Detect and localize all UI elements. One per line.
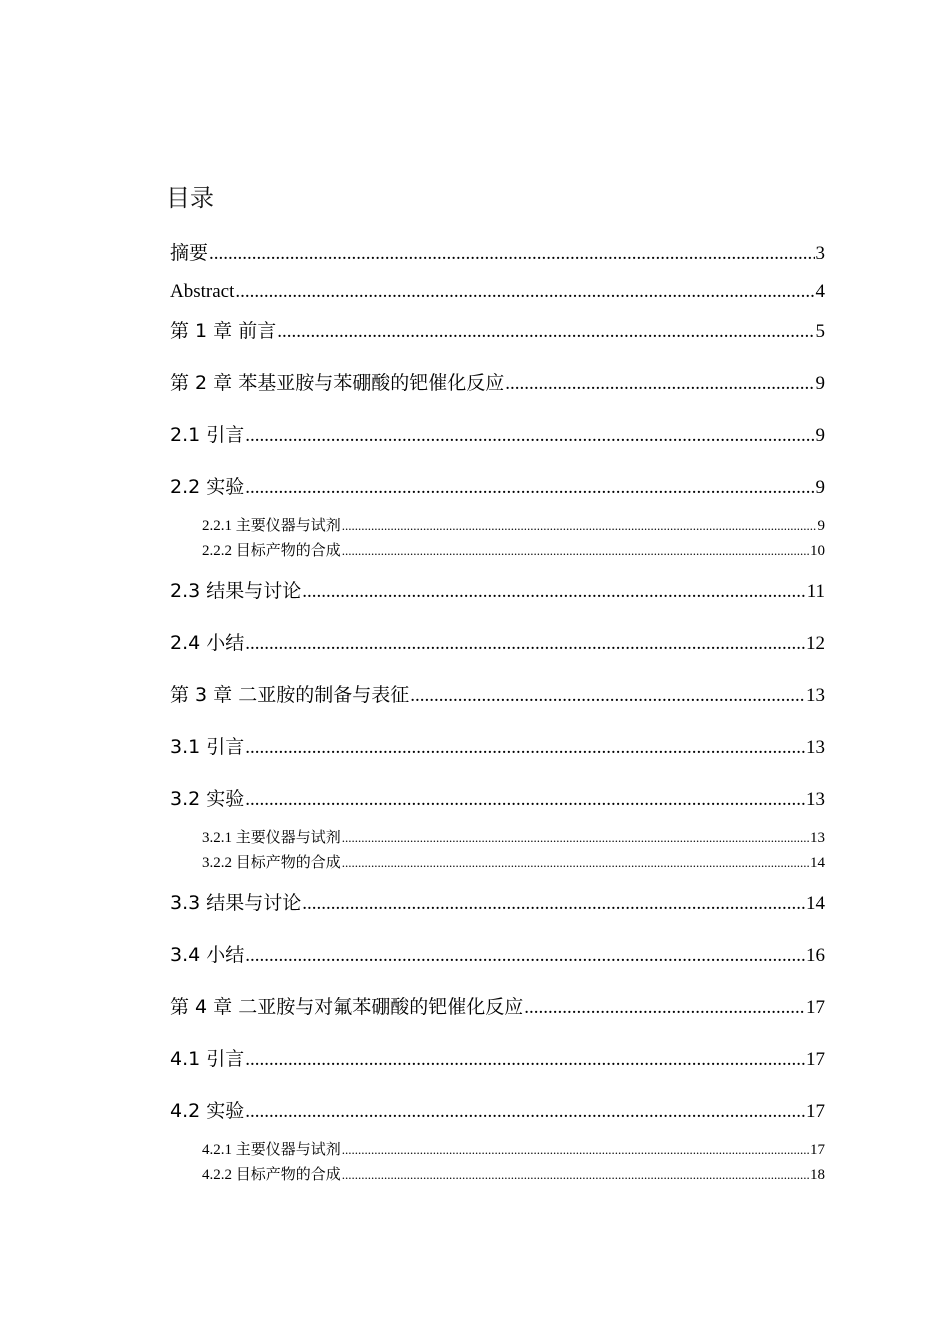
toc-entry-label: Abstract bbox=[170, 281, 235, 302]
toc-subentry[interactable] bbox=[202, 541, 825, 561]
toc-entry-page: 16 bbox=[806, 945, 825, 966]
toc-entry-page: 11 bbox=[806, 581, 825, 602]
toc-entry-label: 3.4 小结 bbox=[170, 944, 245, 966]
toc-entry[interactable] bbox=[170, 683, 825, 708]
toc-dot-leader bbox=[245, 736, 805, 760]
toc-dot-leader bbox=[342, 516, 817, 536]
toc-dot-leader bbox=[302, 892, 805, 916]
toc-dot-leader bbox=[245, 1100, 805, 1124]
toc-entry-label: 3.2.2 目标产物的合成 bbox=[202, 855, 341, 871]
toc-entry-label: 2.3 结果与讨论 bbox=[170, 580, 302, 602]
toc-dot-leader bbox=[342, 828, 809, 848]
toc-dot-leader bbox=[235, 280, 814, 304]
toc-entry-page: 13 bbox=[810, 830, 825, 846]
toc-entry-label: 4.2.2 目标产物的合成 bbox=[202, 1167, 341, 1183]
toc-subentry[interactable] bbox=[202, 1140, 825, 1160]
toc-subentry[interactable] bbox=[202, 1165, 825, 1185]
toc-entry-label: 第 3 章 二亚胺的制备与表征 bbox=[170, 684, 410, 706]
toc-dot-leader bbox=[342, 853, 809, 873]
toc-entry-label: 2.2 实验 bbox=[170, 476, 245, 498]
toc-entry-page: 9 bbox=[815, 373, 825, 394]
toc-dot-leader bbox=[209, 242, 814, 266]
toc-entry-label: 3.3 结果与讨论 bbox=[170, 892, 302, 914]
toc-dot-leader bbox=[245, 944, 805, 968]
toc-entry-page: 17 bbox=[806, 997, 825, 1018]
toc-entry-page: 9 bbox=[817, 518, 825, 534]
toc-entry-page: 13 bbox=[806, 737, 825, 758]
toc-dot-leader bbox=[505, 372, 814, 396]
toc-entry-page: 4 bbox=[815, 281, 825, 302]
toc-entry-label: 第 1 章 前言 bbox=[170, 320, 277, 342]
toc-entry[interactable] bbox=[170, 735, 825, 760]
toc-entry[interactable] bbox=[170, 579, 825, 604]
toc-entry-label: 4.1 引言 bbox=[170, 1048, 245, 1070]
toc-dot-leader bbox=[342, 1165, 809, 1185]
toc-entry[interactable] bbox=[170, 787, 825, 812]
toc-dot-leader bbox=[277, 320, 814, 344]
toc-entry-label: 2.1 引言 bbox=[170, 424, 245, 446]
toc-entry-page: 10 bbox=[810, 543, 825, 559]
toc-subentry[interactable] bbox=[202, 828, 825, 848]
toc-entry-page: 17 bbox=[806, 1101, 825, 1122]
toc-entry-label: 第 4 章 二亚胺与对氟苯硼酸的钯催化反应 bbox=[170, 996, 524, 1018]
toc-entry-label: 第 2 章 苯基亚胺与苯硼酸的钯催化反应 bbox=[170, 372, 505, 394]
toc-dot-leader bbox=[245, 1048, 805, 1072]
toc-dot-leader bbox=[524, 996, 805, 1020]
toc-dot-leader bbox=[342, 541, 809, 561]
toc-dot-leader bbox=[342, 1140, 809, 1160]
toc-entry-page: 12 bbox=[806, 633, 825, 654]
toc-entry[interactable] bbox=[170, 280, 825, 304]
toc-subentry[interactable] bbox=[202, 516, 825, 536]
toc-dot-leader bbox=[302, 580, 805, 604]
toc-entry-label: 3.1 引言 bbox=[170, 736, 245, 758]
toc-entry-label: 2.2.2 目标产物的合成 bbox=[202, 543, 341, 559]
toc-entry-label: 4.2 实验 bbox=[170, 1100, 245, 1122]
toc-dot-leader bbox=[245, 788, 805, 812]
toc-dot-leader bbox=[245, 632, 805, 656]
toc-entry-page: 9 bbox=[815, 425, 825, 446]
toc-entry-page: 17 bbox=[806, 1049, 825, 1070]
toc-entry-label: 2.4 小结 bbox=[170, 632, 245, 654]
toc-entry[interactable] bbox=[170, 943, 825, 968]
toc-entry[interactable] bbox=[170, 891, 825, 916]
toc-entry-label: 3.2 实验 bbox=[170, 788, 245, 810]
toc-entry[interactable] bbox=[170, 1047, 825, 1072]
toc-entry-page: 17 bbox=[810, 1142, 825, 1158]
toc-entry[interactable] bbox=[170, 631, 825, 656]
toc-entry-label: 4.2.1 主要仪器与试剂 bbox=[202, 1142, 341, 1158]
toc-entry-page: 14 bbox=[806, 893, 825, 914]
toc-entry[interactable] bbox=[170, 475, 825, 500]
toc-dot-leader bbox=[245, 476, 814, 500]
toc-entry[interactable] bbox=[170, 319, 825, 344]
toc-subentry[interactable] bbox=[202, 853, 825, 873]
toc-entry-page: 14 bbox=[810, 855, 825, 871]
toc-entry-label: 3.2.1 主要仪器与试剂 bbox=[202, 830, 341, 846]
toc-entry[interactable] bbox=[170, 1099, 825, 1124]
page-title: 目录 bbox=[166, 184, 214, 212]
toc-entry-page: 13 bbox=[806, 789, 825, 810]
toc-entry-page: 18 bbox=[810, 1167, 825, 1183]
toc-dot-leader bbox=[410, 684, 805, 708]
toc-entry-page: 3 bbox=[815, 243, 825, 264]
toc-entry[interactable] bbox=[170, 995, 825, 1020]
toc-entry-page: 5 bbox=[815, 321, 825, 342]
toc-entry[interactable] bbox=[170, 371, 825, 396]
toc-entry-page: 9 bbox=[815, 477, 825, 498]
toc-entry-label: 2.2.1 主要仪器与试剂 bbox=[202, 518, 341, 534]
toc-entry-page: 13 bbox=[806, 685, 825, 706]
toc-entry[interactable] bbox=[170, 241, 825, 266]
toc-entry[interactable] bbox=[170, 423, 825, 448]
toc-dot-leader bbox=[245, 424, 814, 448]
toc-entry-label: 摘要 bbox=[170, 242, 209, 264]
